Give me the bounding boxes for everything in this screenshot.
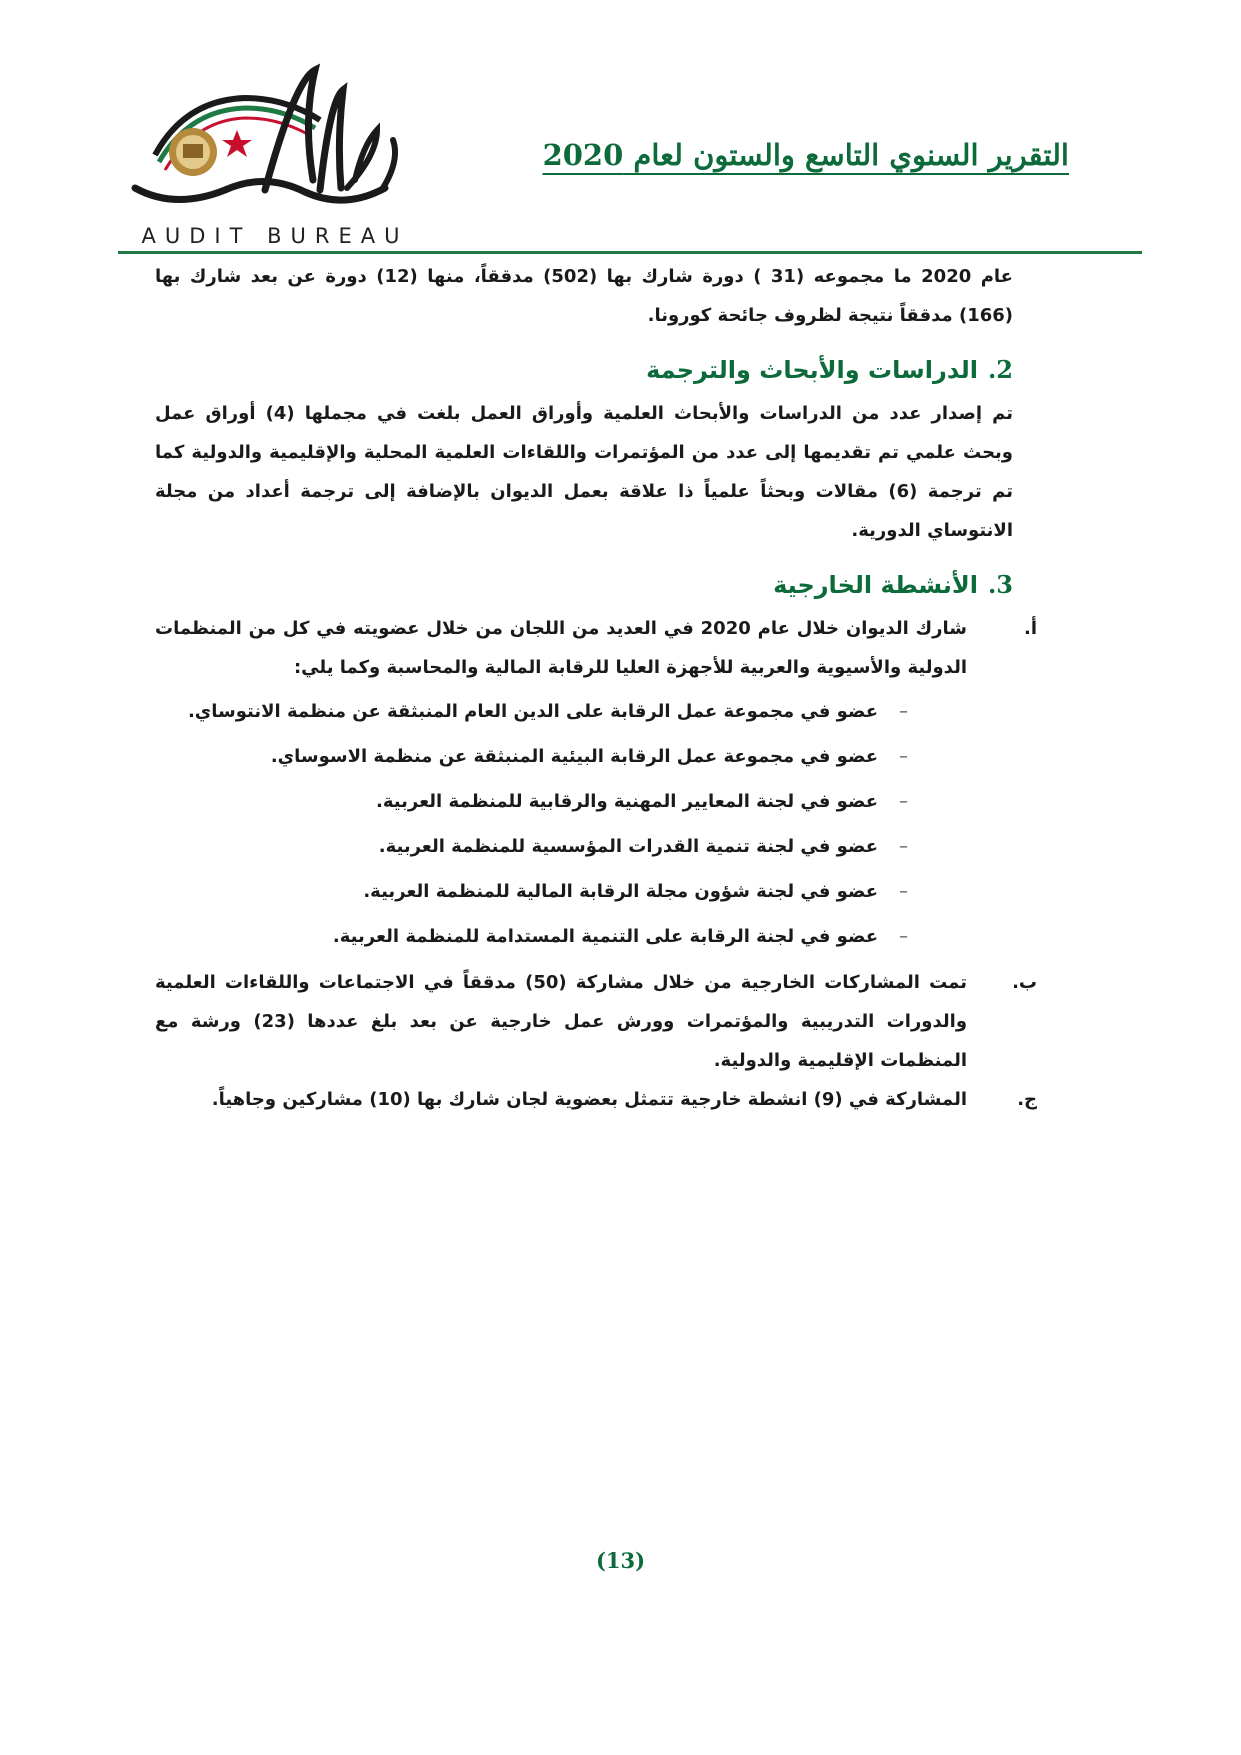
membership-item bbox=[155, 779, 908, 824]
membership-text: عضو في مجموعة عمل الرقابة على الدين العام المنبثقة عن منظمة الانتوساي. bbox=[187, 701, 878, 722]
dash-bullet-icon: – bbox=[899, 881, 908, 902]
section-2-number: 2. bbox=[987, 355, 1013, 384]
section-3-title: الأنشطة الخارجية bbox=[773, 571, 978, 599]
section-3-number: 3. bbox=[987, 570, 1013, 599]
list-item-a bbox=[155, 609, 1037, 687]
list-item-b bbox=[155, 963, 1037, 1080]
membership-text: عضو في لجنة الرقابة على التنمية المستدامة للمنظمة العربية. bbox=[332, 926, 878, 947]
list-marker: ب. bbox=[1012, 972, 1037, 993]
dash-bullet-icon: – bbox=[899, 701, 908, 722]
dash-bullet-icon: – bbox=[899, 836, 908, 857]
membership-item bbox=[155, 689, 908, 734]
logo-caption: AUDIT BUREAU bbox=[141, 224, 409, 248]
list-item-c bbox=[155, 1080, 1037, 1119]
section-2-paragraph: تم إصدار عدد من الدراسات والأبحاث العلمية وأوراق العمل بلغت في مجملها (4) أوراق عمل وبحث علمي تم تقديمها إلى عدد من المؤتمرات واللقاءات العلمية المحلية والإقليمية والدولية كما تم ترجمة (6) مقالات وبحثاً علمياً ذا علاقة بعمل الديوان بالإضافة إلى ترجمة أعداد من مجلة الانتوساي الدورية. bbox=[155, 403, 1013, 541]
section-2-title: الدراسات والأبحاث والترجمة bbox=[646, 356, 978, 384]
section-3-heading bbox=[155, 570, 1013, 599]
audit-bureau-logo bbox=[115, 60, 415, 250]
membership-text: عضو في لجنة تنمية القدرات المؤسسية للمنظمة العربية. bbox=[378, 836, 878, 857]
report-title: التقرير السنوي التاسع والستون لعام 2020 bbox=[542, 138, 1069, 172]
section-2-heading bbox=[155, 355, 1013, 384]
membership-text: عضو في لجنة شؤون مجلة الرقابة المالية للمنظمة العربية. bbox=[363, 881, 878, 902]
page-content bbox=[155, 257, 1037, 1119]
membership-text: عضو في لجنة المعايير المهنية والرقابية للمنظمة العربية. bbox=[376, 791, 878, 812]
intro-paragraph: عام 2020 ما مجموعه (31 ) دورة شارك بها (502) مدققاً، منها (12) دورة عن بعد شارك بها (166) مدققاً نتيجة لظروف جائحة كورونا. bbox=[155, 266, 1013, 326]
membership-list bbox=[155, 689, 1013, 959]
list-marker: ج. bbox=[1017, 1089, 1037, 1110]
membership-text: عضو في مجموعة عمل الرقابة البيئية المنبثقة عن منظمة الاسوساي. bbox=[270, 746, 878, 767]
dash-bullet-icon: – bbox=[899, 926, 908, 947]
page-number: (13) bbox=[595, 1548, 646, 1573]
membership-item bbox=[155, 734, 908, 779]
membership-item bbox=[155, 914, 908, 959]
header-divider bbox=[118, 251, 1142, 254]
list-item-text: شارك الديوان خلال عام 2020 في العديد من اللجان من خلال عضويته في كل من المنظمات الدولية والأسيوية والعربية للأجهزة العليا للرقابة المالية والمحاسبة وكما يلي: bbox=[155, 618, 967, 678]
list-item-text: المشاركة في (9) انشطة خارجية تتمثل بعضوية لجان شارك بها (10) مشاركين وجاهياً. bbox=[211, 1089, 967, 1110]
list-marker: أ. bbox=[1023, 618, 1037, 639]
audit-bureau-emblem-icon bbox=[115, 60, 415, 210]
list-item-text: تمت المشاركات الخارجية من خلال مشاركة (50) مدققاً في الاجتماعات واللقاءات العلمية والدورات التدريبية والمؤتمرات وورش عمل خارجية عن بعد بلغ عددها (23) ورشة مع المنظمات الإقليمية والدولية. bbox=[155, 972, 968, 1071]
membership-item bbox=[155, 824, 908, 869]
dash-bullet-icon: – bbox=[899, 791, 908, 812]
dash-bullet-icon: – bbox=[899, 746, 908, 767]
membership-item bbox=[155, 869, 908, 914]
